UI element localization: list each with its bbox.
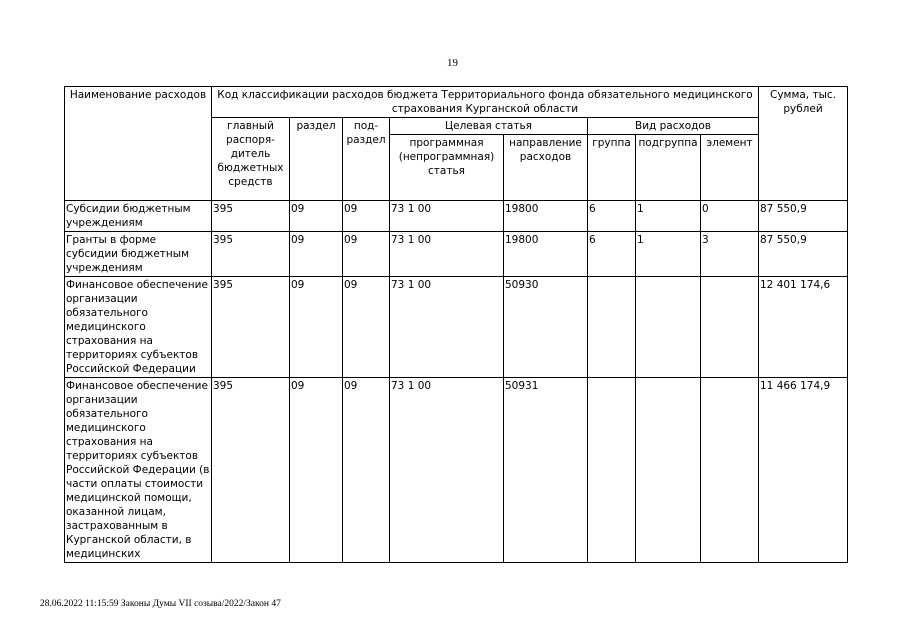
row-element: 3 [701, 232, 759, 277]
header-row-1 [65, 87, 848, 118]
row-group [588, 277, 636, 378]
row-subgroup [636, 378, 701, 563]
row-manager: 395 [212, 378, 290, 563]
row-sum: 11 466 174,9 [759, 378, 848, 563]
header-element: элемент [701, 135, 759, 201]
header-program: программная (непрограммная) статья [390, 135, 504, 201]
row-sum: 87 550,9 [759, 232, 848, 277]
row-subsection: 09 [343, 378, 390, 563]
row-program: 73 1 00 [390, 201, 504, 232]
row-name: Гранты в форме субсидии бюджетным учреждениям [65, 232, 212, 277]
row-group: 6 [588, 201, 636, 232]
row-program: 73 1 00 [390, 232, 504, 277]
row-direction: 50930 [504, 277, 588, 378]
header-section: раздел [290, 118, 343, 201]
row-manager: 395 [212, 277, 290, 378]
row-subsection: 09 [343, 277, 390, 378]
row-element: 0 [701, 201, 759, 232]
row-program: 73 1 00 [390, 277, 504, 378]
row-subgroup [636, 277, 701, 378]
row-element [701, 277, 759, 378]
header-subgroup: подгруппа [636, 135, 701, 201]
row-manager: 395 [212, 201, 290, 232]
page-number: 19 [447, 57, 458, 69]
budget-table [64, 86, 848, 563]
row-subgroup: 1 [636, 201, 701, 232]
row-name: Субсидии бюджетным учреждениям [65, 201, 212, 232]
header-subsection: под-раздел [343, 118, 390, 201]
row-group [588, 378, 636, 563]
header-main-manager: главный распоря-дитель бюджетных средств [212, 118, 290, 201]
header-direction: направление расходов [504, 135, 588, 201]
row-section: 09 [290, 232, 343, 277]
row-name: Финансовое обеспечение организации обязательного медицинского страхования на территориях субъектов Российской Федерации (в части оплаты стоимости медицинской помощи, оказанной лицам, застрахованным в Курганской области, в медицинских [65, 378, 212, 563]
row-section: 09 [290, 378, 343, 563]
row-direction: 19800 [504, 232, 588, 277]
row-subsection: 09 [343, 232, 390, 277]
row-sum: 12 401 174,6 [759, 277, 848, 378]
row-subgroup: 1 [636, 232, 701, 277]
row-sum: 87 550,9 [759, 201, 848, 232]
row-name: Финансовое обеспечение организации обязательного медицинского страхования на территориях субъектов Российской Федерации [65, 277, 212, 378]
row-manager: 395 [212, 232, 290, 277]
table-row [65, 201, 848, 232]
footer-stamp: 28.06.2022 11:15:59 Законы Думы VII созыва/2022/Закон 47 [40, 599, 281, 609]
row-direction: 50931 [504, 378, 588, 563]
row-group: 6 [588, 232, 636, 277]
row-direction: 19800 [504, 201, 588, 232]
header-code-group: Код классификации расходов бюджета Территориального фонда обязательного медицинского страхования Курганской области [212, 87, 759, 118]
row-subsection: 09 [343, 201, 390, 232]
header-expense-type: Вид расходов [588, 118, 759, 135]
row-section: 09 [290, 277, 343, 378]
row-element [701, 378, 759, 563]
table-row [65, 232, 848, 277]
row-program: 73 1 00 [390, 378, 504, 563]
header-name: Наименование расходов [65, 87, 212, 201]
header-target-article: Целевая статья [390, 118, 588, 135]
table-row [65, 378, 848, 563]
header-group: группа [588, 135, 636, 201]
table-row [65, 277, 848, 378]
row-section: 09 [290, 201, 343, 232]
header-sum: Сумма, тыс. рублей [759, 87, 848, 201]
